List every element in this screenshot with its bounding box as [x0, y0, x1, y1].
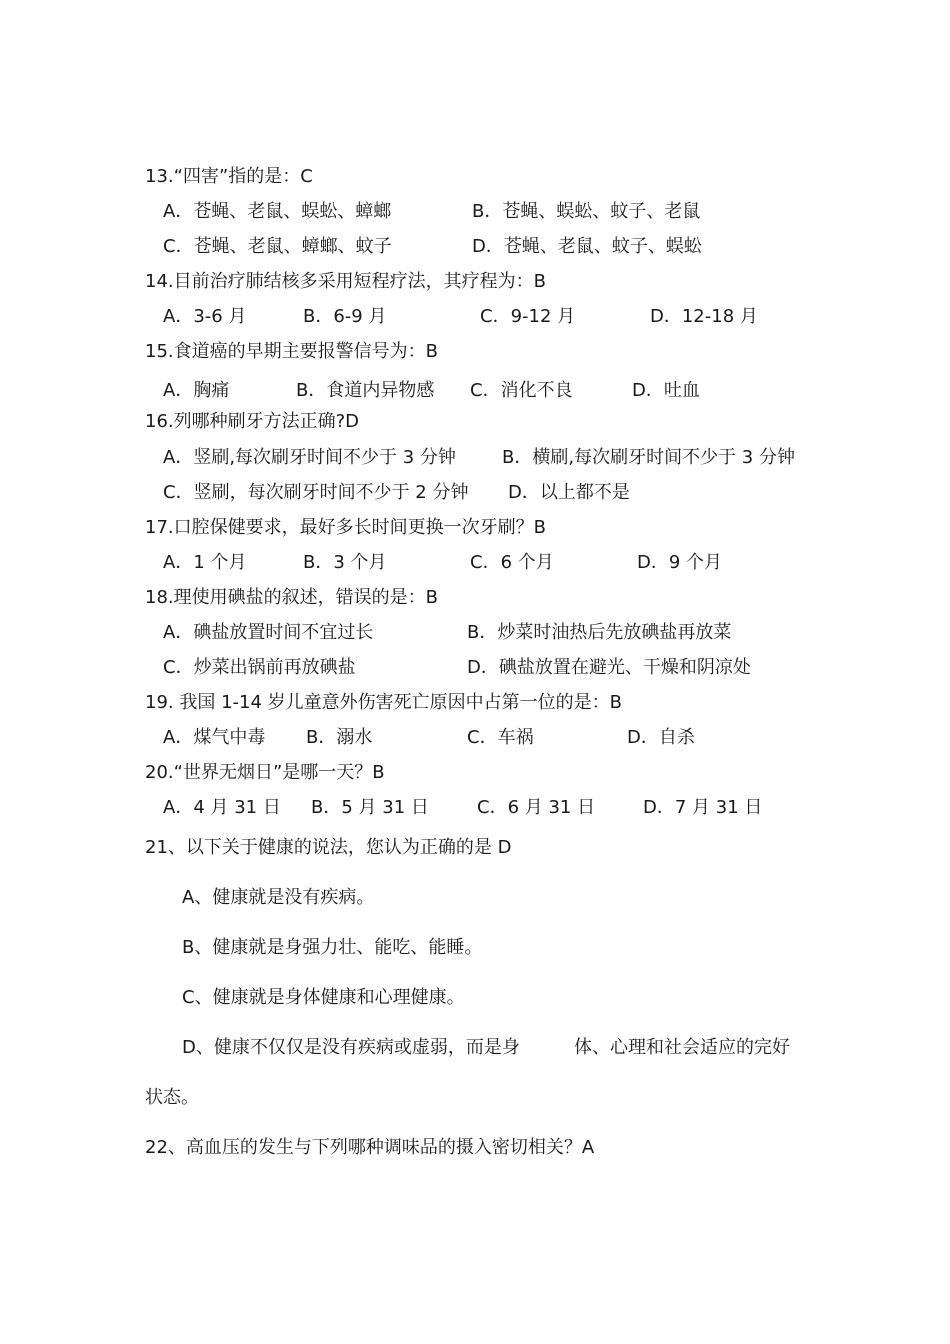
q13-option-b: B．苍蝇、蜈蚣、蚊子、老鼠 [472, 201, 701, 222]
q14-option-b: B．6-9 月 [303, 306, 387, 327]
question-22: 22、高血压的发生与下列哪种调味品的摄入密切相关？A [145, 1137, 595, 1158]
question-19: 19. 我国 1-14 岁儿童意外伤害死亡原因中占第一位的是：B [145, 692, 622, 713]
q19-option-a: A．煤气中毒 [163, 727, 266, 748]
question-18: 18.理使用碘盐的叙述，错误的是：B [145, 587, 438, 608]
q20-option-b: B．5 月 31 日 [311, 797, 429, 818]
q18-option-b: B．炒菜时油热后先放碘盐再放菜 [467, 622, 732, 643]
q13-option-d: D．苍蝇、老鼠、蚊子、蜈蚣 [472, 236, 702, 257]
question-14: 14.目前治疗肺结核多采用短程疗法，其疗程为：B [145, 271, 546, 292]
q21-option-c: C、健康就是身体健康和心理健康。 [182, 987, 465, 1008]
question-21: 21、以下关于健康的说法，您认为正确的是 D [145, 837, 512, 858]
question-16: 16.列哪种刷牙方法正确?D [145, 411, 360, 432]
q17-option-d: D．9 个月 [637, 552, 723, 573]
q14-option-d: D．12-18 月 [650, 306, 758, 327]
q20-option-a: A．4 月 31 日 [163, 797, 281, 818]
q21-option-b: B、健康就是身强力壮、能吃、能睡。 [182, 937, 483, 958]
q17-option-c: C．6 个月 [470, 552, 554, 573]
q19-option-c: C．车祸 [467, 727, 534, 748]
q15-option-b: B．食道内异物感 [296, 380, 435, 401]
q21-option-d-continuation: 状态。 [145, 1087, 199, 1108]
q17-option-b: B．3 个月 [303, 552, 387, 573]
q20-option-d: D．7 月 31 日 [643, 797, 763, 818]
question-15: 15.食道癌的早期主要报警信号为：B [145, 341, 438, 362]
q15-option-a: A．胸痛 [163, 380, 230, 401]
question-17: 17.口腔保健要求，最好多长时间更换一次牙刷？B [145, 517, 546, 538]
question-13: 13.“四害”指的是：C [145, 166, 313, 187]
q16-option-b: B．横刷,每次刷牙时间不少于 3 分钟 [502, 447, 795, 468]
q16-option-a: A．竖刷,每次刷牙时间不少于 3 分钟 [163, 447, 456, 468]
q18-option-d: D．碘盐放置在避光、干燥和阴凉处 [467, 657, 751, 678]
q13-option-a: A．苍蝇、老鼠、蜈蚣、蟑螂 [163, 201, 392, 222]
q14-option-c: C．9-12 月 [480, 306, 576, 327]
q19-option-b: B．溺水 [306, 727, 373, 748]
q21-option-d-part2: 体、心理和社会适应的完好 [574, 1037, 790, 1058]
q15-option-c: C．消化不良 [470, 380, 573, 401]
q17-option-a: A．1 个月 [163, 552, 247, 573]
q20-option-c: C．6 月 31 日 [477, 797, 596, 818]
q16-option-d: D．以上都不是 [508, 482, 630, 503]
q19-option-d: D．自杀 [627, 727, 695, 748]
q16-option-c: C．竖刷，每次刷牙时间不少于 2 分钟 [163, 482, 469, 503]
q13-option-c: C．苍蝇、老鼠、蟑螂、蚊子 [163, 236, 392, 257]
q15-option-d: D．吐血 [632, 380, 700, 401]
q18-option-c: C．炒菜出锅前再放碘盐 [163, 657, 356, 678]
q14-option-a: A．3-6 月 [163, 306, 247, 327]
q21-option-a: A、健康就是没有疾病。 [182, 887, 375, 908]
q18-option-a: A．碘盐放置时间不宜过长 [163, 622, 374, 643]
q21-option-d-part1: D、健康不仅仅是没有疾病或虚弱，而是身 [182, 1037, 520, 1058]
question-20: 20.“世界无烟日”是哪一天？B [145, 762, 385, 783]
